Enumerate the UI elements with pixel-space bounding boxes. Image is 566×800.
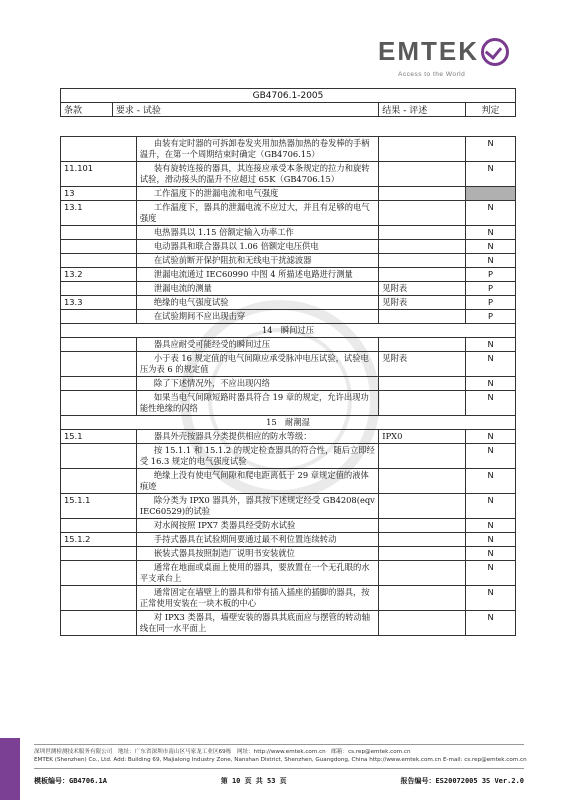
requirement-cell: 由装有定时器的可拆卸卷发夹用加热器加热的卷发棒的手柄温升，在第一个周期结束时确定（GB4706.15） <box>136 137 378 162</box>
verdict-cell: N <box>466 430 516 444</box>
requirement-cell: 手持式器具在试验期间要通过最不利位置连续转动 <box>136 533 378 547</box>
result-cell <box>379 201 466 226</box>
result-cell <box>379 310 466 324</box>
result-cell <box>379 162 466 187</box>
verdict-cell: N <box>466 254 516 268</box>
table-row <box>61 469 516 494</box>
verdict-cell: N <box>466 561 516 586</box>
footer-divider <box>34 744 524 745</box>
table-row <box>61 137 516 162</box>
result-cell <box>379 547 466 561</box>
requirement-cell: 在试验前断开保护阻抗和无线电干扰滤波器 <box>136 254 378 268</box>
result-cell <box>379 240 466 254</box>
clause-cell: 15.1.1 <box>61 494 137 519</box>
brand-name: EMTEK <box>378 36 479 66</box>
result-cell <box>379 533 466 547</box>
requirement-cell: 工作温度下的泄漏电流和电气强度 <box>136 187 378 201</box>
table-row <box>61 201 516 226</box>
result-cell <box>379 494 466 519</box>
verdict-cell: P <box>466 310 516 324</box>
requirement-cell: 通常在地面或桌面上使用的器具，要放置在一个无孔眼的水平支承台上 <box>136 561 378 586</box>
requirement-cell: 器具应耐受可能经受的瞬间过压 <box>136 338 378 352</box>
requirement-cell: 绝缘的电气强度试验 <box>136 296 378 310</box>
requirement-cell: 器具外壳按器具分类提供相应的防水等级： <box>136 430 378 444</box>
result-cell <box>379 519 466 533</box>
clause-cell <box>61 444 137 469</box>
section-heading: 14 瞬间过压 <box>61 324 516 338</box>
result-cell <box>379 187 466 201</box>
requirement-cell: 泄漏电流的测量 <box>136 282 378 296</box>
clause-cell: 13.2 <box>61 268 137 282</box>
clause-cell <box>61 352 137 377</box>
verdict-cell: N <box>466 226 516 240</box>
result-cell <box>379 469 466 494</box>
clause-cell <box>61 469 137 494</box>
table-row <box>61 162 516 187</box>
requirement-cell: 电动器具和联合器具以 1.06 倍额定电压供电 <box>136 240 378 254</box>
verdict-cell <box>466 187 516 201</box>
verdict-cell: P <box>466 296 516 310</box>
result-cell: 见附表 <box>379 296 466 310</box>
table-row <box>61 296 516 310</box>
clause-cell <box>61 338 137 352</box>
clause-cell: 11.101 <box>61 162 137 187</box>
clause-cell <box>61 391 137 416</box>
table-row <box>61 324 516 338</box>
verdict-cell: N <box>466 611 516 636</box>
verdict-cell: N <box>466 469 516 494</box>
table-row <box>61 338 516 352</box>
verdict-cell: N <box>466 137 516 162</box>
result-cell <box>379 444 466 469</box>
table-row <box>61 533 516 547</box>
table-row <box>61 416 516 430</box>
verdict-cell: N <box>466 533 516 547</box>
header-verdict: 判定 <box>466 103 516 117</box>
requirement-cell: 对水阀按照 IPX7 类器具经受防水试验 <box>136 519 378 533</box>
table-row <box>61 240 516 254</box>
table-row <box>61 254 516 268</box>
requirement-cell: 绝缘上没有使电气间隙和爬电距离低于 29 章规定值的液体痕迹 <box>136 469 378 494</box>
table-row <box>61 561 516 586</box>
requirement-cell: 除了下述情况外，不应出现闪络 <box>136 377 378 391</box>
result-cell <box>379 586 466 611</box>
checkmark-circle-icon <box>481 38 509 66</box>
verdict-cell: N <box>466 162 516 187</box>
result-cell: 见附表 <box>379 352 466 377</box>
header-result: 结果 - 评述 <box>379 103 466 117</box>
verdict-cell: N <box>466 586 516 611</box>
clause-cell <box>61 561 137 586</box>
clause-cell <box>61 611 137 636</box>
verdict-cell: N <box>466 494 516 519</box>
footer-divider-2 <box>34 768 524 769</box>
page-footer <box>34 776 524 786</box>
page-number: 第 10 页 共 53 页 <box>220 777 287 785</box>
verdict-cell: N <box>466 240 516 254</box>
requirement-cell: 工作温度下，器具的泄漏电流不应过大，并且有足够的电气强度 <box>136 201 378 226</box>
report-header-table <box>60 88 516 117</box>
clause-cell <box>61 254 137 268</box>
verdict-cell: N <box>466 377 516 391</box>
table-row <box>61 547 516 561</box>
verdict-cell: N <box>466 201 516 226</box>
table-row <box>61 586 516 611</box>
clause-cell: 13 <box>61 187 137 201</box>
requirement-cell: 小于表 16 规定值的电气间隙应承受脉冲电压试验，试验电压为表 6 的规定值 <box>136 352 378 377</box>
verdict-cell: N <box>466 444 516 469</box>
verdict-cell: N <box>466 352 516 377</box>
clause-cell: 13.3 <box>61 296 137 310</box>
requirement-cell: 对 IPX3 类器具，墙壁安装的器具其底面应与摆管的转动轴线在同一水平面上 <box>136 611 378 636</box>
clause-cell <box>61 586 137 611</box>
requirement-cell: 在试验期间不应出现击穿 <box>136 310 378 324</box>
verdict-cell: N <box>466 547 516 561</box>
table-row <box>61 444 516 469</box>
clause-cell <box>61 519 137 533</box>
clause-cell: 15.1 <box>61 430 137 444</box>
clause-cell <box>61 377 137 391</box>
clause-cell: 15.1.2 <box>61 533 137 547</box>
verdict-cell: N <box>466 519 516 533</box>
clause-cell <box>61 240 137 254</box>
result-cell <box>379 226 466 240</box>
standard-title: GB4706.1-2005 <box>61 89 516 103</box>
result-cell <box>379 377 466 391</box>
table-row <box>61 282 516 296</box>
result-cell <box>379 254 466 268</box>
table-row <box>61 268 516 282</box>
verdict-cell: N <box>466 391 516 416</box>
verdict-cell: P <box>466 268 516 282</box>
table-row <box>61 430 516 444</box>
requirement-cell: 电热器具以 1.15 倍额定输入功率工作 <box>136 226 378 240</box>
header-requirement: 要求 - 试验 <box>112 103 378 117</box>
table-row <box>61 310 516 324</box>
footer-address-en: EMTEK (Shenzhen) Co., Ltd. Add: Building 69, Majialong Industry Zone, Nanshan District, Shenzhen, Guangdong, China http://www.emtek.com.cn E-mail: cs.rep@emtek.com.cn <box>34 757 527 763</box>
result-cell <box>379 391 466 416</box>
header-clause: 条款 <box>61 103 113 117</box>
requirement-cell: 通常固定在墙壁上的器具和带有插入插座的插脚的器具，按正常使用安装在一块木板的中心 <box>136 586 378 611</box>
section-heading: 15 耐潮湿 <box>61 416 516 430</box>
table-row <box>61 377 516 391</box>
table-row <box>61 494 516 519</box>
requirement-cell: 装有旋转连接的器具，其连接应承受本条规定的拉力和旋转试验，滑动接头的温升不应超过 65K（GB4706.15） <box>136 162 378 187</box>
clause-cell <box>61 547 137 561</box>
requirements-table <box>60 136 516 636</box>
emtek-logo <box>378 36 518 78</box>
table-row <box>61 519 516 533</box>
result-cell: 见附表 <box>379 282 466 296</box>
clause-cell <box>61 282 137 296</box>
result-cell <box>379 338 466 352</box>
table-row <box>61 226 516 240</box>
verdict-cell: N <box>466 338 516 352</box>
clause-cell <box>61 226 137 240</box>
table-row <box>61 391 516 416</box>
footer-accent-bar <box>0 738 20 800</box>
requirement-cell: 泄漏电流通过 IEC60990 中图 4 所描述电路进行测量 <box>136 268 378 282</box>
clause-cell <box>61 137 137 162</box>
result-cell <box>379 561 466 586</box>
table-row <box>61 611 516 636</box>
clause-cell <box>61 310 137 324</box>
result-cell <box>379 611 466 636</box>
result-cell <box>379 268 466 282</box>
report-number: 报告编号：ES20072005 3S Ver.2.0 <box>400 777 524 785</box>
verdict-cell: P <box>466 282 516 296</box>
footer-address-cn: 深圳世测检测技术服务有限公司 地址：广东省深圳市南山区马家龙工业区69栋 网址：http://www.emtek.com.cn 邮箱：cs.rep@emtek.com.cn <box>34 749 411 755</box>
result-cell <box>379 137 466 162</box>
clause-cell: 13.1 <box>61 201 137 226</box>
requirement-cell: 嵌装式器具按照制造厂说明书安装就位 <box>136 547 378 561</box>
brand-tagline: Access to the World <box>398 71 466 78</box>
requirement-cell: 如果当电气间隙短路时器具符合 19 章的规定，允许出现功能性绝缘的闪络 <box>136 391 378 416</box>
template-number: 模板编号：GB4706.1A <box>34 777 107 785</box>
result-cell: IPX0 <box>379 430 466 444</box>
table-row <box>61 352 516 377</box>
requirement-cell: 按 15.1.1 和 15.1.2 的规定检查器具的符合性，随后立即经受 16.3 规定的电气强度试验 <box>136 444 378 469</box>
requirement-cell: 除分类为 IPX0 器具外，器具按下述规定经受 GB4208(eqv IEC60529)的试验 <box>136 494 378 519</box>
table-row <box>61 187 516 201</box>
